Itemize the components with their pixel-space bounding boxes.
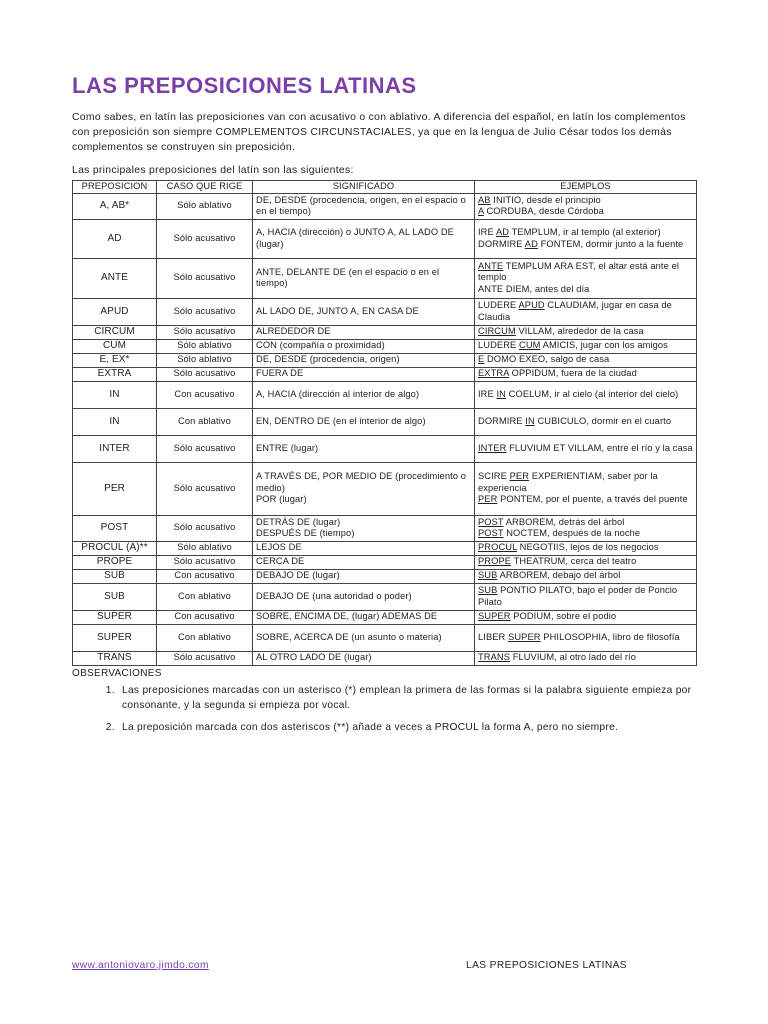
cell-caso: Con ablativo (157, 583, 253, 610)
header-ejemplos: EJEMPLOS (475, 180, 697, 193)
cell-preposicion: E, EX* (73, 353, 157, 367)
table-row (73, 624, 697, 651)
cell-ejemplos (475, 435, 697, 462)
significado-line: DE, DESDE (procedencia, origen) (256, 354, 400, 365)
underlined-preposition: PROCUL (478, 542, 517, 553)
underlined-preposition: POST (478, 528, 504, 539)
table-row (73, 583, 697, 610)
cell-caso: Sólo acusativo (157, 219, 253, 258)
cell-ejemplos (475, 353, 697, 367)
cell-preposicion: APUD (73, 298, 157, 325)
ejemplo-line: EXTRA OPPIDUM, fuera de la ciudad (478, 368, 637, 379)
ejemplo-line: DORMIRE IN CUBICULO, dormir en el cuarto (478, 415, 672, 426)
ejemplo-line: INTER FLUVIUM ET VILLAM, entre el río y la casa (478, 442, 693, 453)
table-row (73, 651, 697, 665)
table-row (73, 515, 697, 541)
ejemplo-line: A CORDUBA, desde Córdoba (478, 206, 604, 217)
cell-caso: Sólo acusativo (157, 462, 253, 515)
observation-item: 1. Las preposiciones marcadas con un asterisco (*) emplean la primera de las formas si la palabra siguiente empieza por consonante, y la segunda si empieza por vocal. (118, 683, 696, 714)
ejemplo-line: PER PONTEM, por el puente, a través del puente (478, 494, 688, 505)
intro-paragraph: Como sabes, en latín las preposiciones van con acusativo o con ablativo. A diferencia del español, en latín los complementos con preposición son siempre COMPLEMENTOS CIRCUNSTACIALES, ya que en la lengua de Julio César todos los demás complementos se construyen sin preposición. (72, 112, 686, 154)
cell-significado (253, 353, 475, 367)
significado-line: POR (lugar) (256, 494, 307, 505)
underlined-preposition: APUD (518, 300, 545, 311)
cell-caso: Con acusativo (157, 569, 253, 583)
cell-preposicion: PROCUL (A)** (73, 541, 157, 555)
underlined-preposition: ANTE (478, 260, 504, 271)
cell-preposicion: SUPER (73, 624, 157, 651)
table-row (73, 325, 697, 339)
underlined-preposition: CUM (519, 340, 541, 351)
cell-significado (253, 583, 475, 610)
cell-ejemplos (475, 541, 697, 555)
cell-significado (253, 408, 475, 435)
significado-line: CON (compañía o proximidad) (256, 340, 385, 351)
cell-ejemplos (475, 462, 697, 515)
cell-caso: Sólo ablativo (157, 353, 253, 367)
ejemplo-line: IRE AD TEMPLUM, ir al templo (al exterior) (478, 227, 661, 238)
cell-preposicion: IN (73, 408, 157, 435)
ejemplo-line: E DOMO EXEO, salgo de casa (478, 354, 610, 365)
cell-ejemplos (475, 610, 697, 624)
cell-preposicion: PER (73, 462, 157, 515)
cell-significado (253, 651, 475, 665)
underlined-preposition: SUPER (508, 631, 541, 642)
cell-significado (253, 624, 475, 651)
cell-caso: Sólo ablativo (157, 193, 253, 219)
significado-line: DE, DESDE (procedencia, origen, en el espacio o en el tiempo) (256, 194, 466, 217)
cell-ejemplos (475, 298, 697, 325)
cell-significado (253, 367, 475, 381)
table-row (73, 541, 697, 555)
ejemplo-line: PROPE THEATRUM, cerca del teatro (478, 556, 637, 567)
page-footer (72, 960, 696, 971)
table-row (73, 610, 697, 624)
cell-ejemplos (475, 258, 697, 298)
ejemplo-line: SUPER PODIUM, sobre el podio (478, 611, 617, 622)
cell-ejemplos (475, 555, 697, 569)
cell-preposicion: AD (73, 219, 157, 258)
underlined-preposition: PER (478, 494, 498, 505)
cell-preposicion: A, AB* (73, 193, 157, 219)
underlined-preposition: PER (509, 471, 530, 482)
ejemplo-line: POST ARBOREM, detrás del árbol (478, 516, 625, 527)
cell-ejemplos (475, 381, 697, 408)
cell-significado (253, 435, 475, 462)
header-caso: CASO QUE RIGE (157, 180, 253, 193)
cell-caso: Sólo acusativo (157, 435, 253, 462)
cell-ejemplos (475, 193, 697, 219)
prepositions-table (72, 180, 697, 666)
significado-line: DETRÁS DE (lugar) (256, 516, 341, 527)
ejemplo-line: ANTE TEMPLUM ARA EST, el altar está ante el templo (478, 260, 679, 283)
ejemplo-line: DORMIRE AD FONTEM, dormir junto a la fuente (478, 238, 684, 249)
ejemplo-line: PROCUL NEGOTIIS, lejos de los negocios (478, 542, 659, 553)
ejemplo-line: SUB PONTIO PILATO, bajo el poder de Poncio Pilato (478, 585, 678, 607)
cell-significado (253, 541, 475, 555)
ejemplo-line: TRANS FLUVIUM, al otro lado del río (478, 652, 636, 663)
table-row (73, 193, 697, 219)
underlined-preposition: SUB (478, 585, 498, 596)
underlined-preposition: AD (524, 238, 538, 249)
underlined-preposition: CIRCUM (478, 326, 516, 337)
ejemplo-line: LIBER SUPER PHILOSOPHIA, libro de filosofía (478, 631, 680, 642)
cell-caso: Con acusativo (157, 381, 253, 408)
footer-link[interactable]: www.antoniovaro.jimdo.com (72, 960, 209, 971)
cell-caso: Sólo acusativo (157, 555, 253, 569)
cell-ejemplos (475, 219, 697, 258)
underlined-preposition: IN (496, 388, 506, 399)
cell-caso: Con ablativo (157, 408, 253, 435)
cell-significado (253, 325, 475, 339)
observations-title: OBSERVACIONES (72, 667, 162, 679)
cell-significado (253, 258, 475, 298)
table-body (73, 193, 697, 665)
cell-preposicion: EXTRA (73, 367, 157, 381)
cell-significado (253, 298, 475, 325)
table-row (73, 435, 697, 462)
cell-preposicion: CIRCUM (73, 325, 157, 339)
cell-caso: Sólo acusativo (157, 515, 253, 541)
cell-caso: Sólo ablativo (157, 339, 253, 353)
cell-preposicion: IN (73, 381, 157, 408)
cell-ejemplos (475, 583, 697, 610)
significado-line: A, HACIA (dirección) o JUNTO A, AL LADO DE (lugar) (256, 227, 454, 249)
table-intro: Las principales preposiciones del latín son las siguientes: (72, 164, 354, 176)
cell-caso: Sólo acusativo (157, 325, 253, 339)
ejemplo-line: SUB ARBOREM, debajo del árbol (478, 570, 621, 581)
significado-line: ENTRE (lugar) (256, 442, 319, 453)
table-header-row (73, 180, 697, 193)
significado-line: A, HACIA (dirección al interior de algo) (256, 388, 420, 399)
cell-significado (253, 515, 475, 541)
cell-caso: Sólo ablativo (157, 541, 253, 555)
cell-ejemplos (475, 339, 697, 353)
table-row (73, 462, 697, 515)
cell-preposicion: POST (73, 515, 157, 541)
table-row (73, 367, 697, 381)
ejemplo-line: AB INITIO, desde el principio (478, 194, 601, 205)
table-row (73, 219, 697, 258)
ejemplo-line: POST NOCTEM, después de la noche (478, 528, 641, 539)
cell-preposicion: CUM (73, 339, 157, 353)
document-page (72, 72, 696, 741)
cell-caso: Sólo acusativo (157, 367, 253, 381)
cell-caso: Con acusativo (157, 610, 253, 624)
significado-line: FUERA DE (256, 368, 304, 379)
cell-ejemplos (475, 651, 697, 665)
significado-line: EN, DENTRO DE (en el interior de algo) (256, 415, 426, 426)
cell-caso: Sólo acusativo (157, 258, 253, 298)
significado-line: LEJOS DE (256, 542, 302, 553)
cell-ejemplos (475, 515, 697, 541)
cell-significado (253, 219, 475, 258)
significado-line: SOBRE, ACERCA DE (un asunto o materia) (256, 631, 442, 642)
table-row (73, 408, 697, 435)
cell-significado (253, 339, 475, 353)
cell-caso: Sólo acusativo (157, 298, 253, 325)
cell-ejemplos (475, 367, 697, 381)
underlined-preposition: EXTRA (478, 368, 509, 379)
table-row (73, 381, 697, 408)
cell-preposicion: INTER (73, 435, 157, 462)
table-row (73, 339, 697, 353)
underlined-preposition: SUB (478, 570, 498, 581)
underlined-preposition: PROPE (478, 556, 512, 567)
significado-line: SOBRE, ENCIMA DE, (lugar) ADEMAS DE (256, 611, 438, 622)
cell-caso: Sólo acusativo (157, 651, 253, 665)
cell-preposicion: TRANS (73, 651, 157, 665)
underlined-preposition: TRANS (478, 652, 511, 663)
underlined-preposition: AD (495, 227, 510, 238)
cell-significado (253, 381, 475, 408)
underlined-preposition: AB (478, 194, 491, 205)
significado-line: ALREDEDOR DE (256, 326, 331, 337)
cell-caso: Con ablativo (157, 624, 253, 651)
cell-ejemplos (475, 325, 697, 339)
header-preposicion: PREPOSICION (73, 180, 157, 193)
significado-line: DESPUÉS DE (tiempo) (256, 528, 355, 539)
significado-line: DEBAJO DE (una autoridad o poder) (256, 590, 412, 601)
table-row (73, 555, 697, 569)
cell-preposicion: SUB (73, 583, 157, 610)
ejemplo-line: IRE IN COELUM, ir al cielo (al interior del cielo) (478, 388, 679, 399)
ejemplo-line: SCIRE PER EXPERIENTIAM, saber por la experiencia (478, 471, 658, 493)
table-row (73, 353, 697, 367)
underlined-preposition: IN (525, 415, 535, 426)
underlined-preposition: A (478, 206, 484, 217)
ejemplo-line: CIRCUM VILLAM, alrededor de la casa (478, 326, 644, 337)
underlined-preposition: INTER (478, 442, 507, 453)
ejemplo-line: ANTE DIEM, antes del día (478, 283, 590, 294)
underlined-preposition: SUPER (478, 611, 511, 622)
cell-significado (253, 193, 475, 219)
cell-significado (253, 610, 475, 624)
cell-significado (253, 462, 475, 515)
underlined-preposition: E (478, 354, 485, 365)
cell-ejemplos (475, 569, 697, 583)
significado-line: A TRAVÉS DE, POR MEDIO DE (procedimiento o medio) (256, 471, 467, 493)
page-title: LAS PREPOSICIONES LATINAS (72, 73, 417, 98)
observation-item: 2. La preposición marcada con dos asteriscos (**) añade a veces a PROCUL la forma A, pero no siempre. (118, 720, 696, 736)
cell-preposicion: SUPER (73, 610, 157, 624)
cell-significado (253, 555, 475, 569)
table-row (73, 569, 697, 583)
cell-preposicion: ANTE (73, 258, 157, 298)
cell-preposicion: PROPE (73, 555, 157, 569)
significado-line: ANTE, DELANTE DE (en el espacio o en el tiempo) (256, 266, 440, 289)
ejemplo-line: LUDERE APUD CLAUDIAM, jugar en casa de Claudia (478, 300, 672, 322)
footer-title: LAS PREPOSICIONES LATINAS (466, 960, 627, 971)
table-row (73, 298, 697, 325)
significado-line: AL LADO DE, JUNTO A, EN CASA DE (256, 305, 419, 316)
ejemplo-line: LUDERE CUM AMICIS, jugar con los amigos (478, 340, 668, 351)
header-significado: SIGNIFICADO (253, 180, 475, 193)
cell-preposicion: SUB (73, 569, 157, 583)
cell-ejemplos (475, 408, 697, 435)
underlined-preposition: POST (478, 516, 504, 527)
significado-line: AL OTRO LADO DE (lugar) (256, 652, 372, 663)
cell-ejemplos (475, 624, 697, 651)
cell-significado (253, 569, 475, 583)
significado-line: CERCA DE (256, 556, 305, 567)
table-row (73, 258, 697, 298)
significado-line: DEBAJO DE (lugar) (256, 570, 340, 581)
observations-list (72, 683, 696, 736)
